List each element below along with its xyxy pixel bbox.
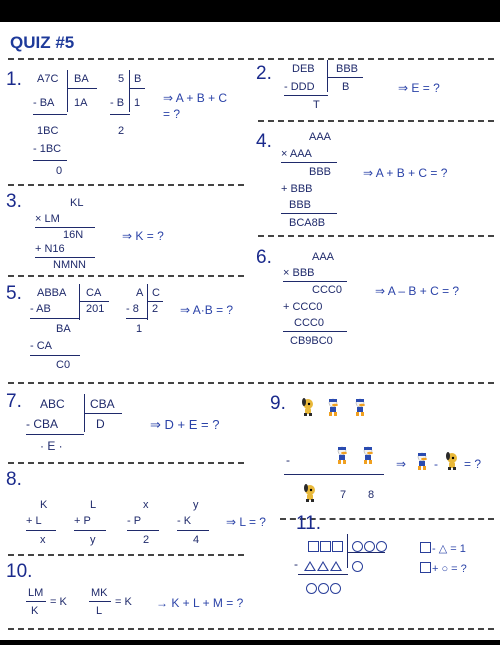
q7-number: 7. [6, 391, 22, 412]
q1a-line1 [33, 114, 67, 115]
q1b-dividend: 5 [118, 73, 125, 85]
q8-f4-line [177, 530, 209, 531]
q5a-dividend: ABBA [37, 287, 67, 299]
q9-minus: - [286, 453, 290, 467]
q11-condition1-text: - △ = 1 [432, 543, 466, 555]
q7-divisor-line [84, 413, 122, 414]
q9-line [284, 474, 384, 475]
q2-line [284, 95, 328, 96]
q7-remainder: · E · [40, 439, 63, 453]
q2-number: 2. [256, 63, 272, 84]
q9-digit1: 7 [340, 489, 347, 501]
quiz-paper [0, 22, 500, 640]
q6-row2: × BBB [283, 267, 315, 279]
q8-f4-result: 4 [193, 534, 200, 546]
q10-f1-denominator: K [31, 605, 39, 617]
q4-row6: BCA8B [289, 217, 326, 229]
q11-condition1 [420, 539, 466, 557]
q5a-subtrahend: - AB [30, 303, 51, 315]
q4-row4: + BBB [281, 183, 313, 195]
duck-character-icon [360, 446, 376, 464]
q1a-subtrahend: - BA [33, 97, 55, 109]
q5a-remainder1: BA [56, 323, 71, 335]
q9-arrow: ⇒ [396, 457, 407, 471]
q5a-subtrahend2: - CA [30, 340, 52, 352]
q5b-division-bar [147, 284, 148, 320]
q8-f2-line [74, 530, 106, 531]
q8-number: 8. [6, 469, 22, 490]
q4-line1 [281, 162, 337, 163]
q11-subtrahend-triangles [304, 557, 343, 575]
q11-minus: - [294, 557, 298, 571]
q6-row1: AAA [312, 251, 335, 263]
q6-line2 [283, 331, 347, 332]
quiz-title: QUIZ #5 [10, 33, 75, 52]
q2-divisor: BBB [336, 63, 359, 75]
q8-f1-result: x [40, 534, 46, 546]
q4-row3: BBB [309, 166, 332, 178]
q1a-remainder1: 1BC [37, 125, 59, 137]
q7-quotient: D [96, 417, 105, 431]
q6-line1 [283, 281, 347, 282]
q7-subtrahend: - CBA [26, 417, 59, 431]
q1a-division-bar [67, 70, 68, 112]
q9-number: 9. [270, 393, 286, 414]
q10-question: → K + L + M = ? [156, 596, 244, 610]
q5a-quotient: 201 [86, 303, 105, 315]
q1a-divisor: BA [74, 73, 89, 85]
q8-f2-result: y [90, 534, 96, 546]
q8-f4-bottom: - K [177, 515, 192, 527]
q9-digit2: 8 [368, 489, 375, 501]
q5b-divisor: C [152, 287, 160, 299]
duck-character-icon [414, 452, 430, 470]
duck-character-icon [352, 398, 368, 416]
q8-f1-line [26, 530, 56, 531]
q6-row3: CCC0 [312, 284, 342, 296]
q8-f2-top: L [90, 499, 97, 511]
circle-icon [352, 541, 363, 552]
circle-icon [352, 561, 363, 572]
q1b-remainder: 2 [118, 125, 125, 137]
divider-middle [8, 382, 494, 384]
q1b-subtrahend: - B [110, 97, 125, 109]
q6-row5: CCC0 [294, 317, 324, 329]
q5a-divisor-line [79, 301, 109, 302]
q3-question: ⇒ K = ? [122, 229, 164, 243]
q10-number: 10. [6, 561, 33, 582]
q1a-quotient: 1A [74, 97, 88, 109]
q10-f1-equals: = K [50, 596, 67, 608]
q3-row4: + N16 [35, 243, 65, 255]
divider-q1 [8, 184, 244, 186]
q3-row3: 16N [63, 229, 84, 241]
q2-dividend: DEB [292, 63, 315, 75]
duck-character-icon [334, 446, 350, 464]
q1a-divisor-line [67, 88, 97, 89]
divider-q7 [8, 462, 244, 464]
q6-row4: + CCC0 [283, 301, 323, 313]
circle-icon [330, 583, 341, 594]
q5b-remainder: 1 [136, 323, 143, 335]
q11-quotient-circle [352, 558, 364, 576]
q5b-subtrahend: - 8 [126, 303, 139, 315]
q2-remainder: T [313, 99, 320, 111]
q6-question: ⇒ A – B + C = ? [375, 284, 460, 298]
q5-question: ⇒ A·B = ? [180, 303, 234, 317]
q5a-remainder2: C0 [56, 359, 71, 371]
q10-f2-denominator: L [96, 605, 103, 617]
q11-division-bar [347, 534, 348, 568]
q2-subtrahend: - DDD [284, 81, 315, 93]
q4-row5: BBB [289, 199, 312, 211]
q1b-quotient: 1 [134, 97, 141, 109]
q5a-line2 [30, 355, 80, 356]
q4-question: ⇒ A + B + C = ? [363, 166, 448, 180]
q4-row1: AAA [309, 131, 332, 143]
q8-f2-bottom: + P [74, 515, 91, 527]
q11-divisor-circles [352, 538, 388, 556]
divider-q8 [8, 554, 244, 556]
q5b-dividend: A [136, 287, 144, 299]
dog-character-icon [300, 398, 316, 416]
q11-condition2 [420, 559, 467, 577]
q1a-dividend: A7C [37, 73, 59, 85]
q5a-line1 [30, 318, 80, 319]
q11-line [298, 574, 348, 575]
q7-dividend: ABC [40, 397, 65, 411]
q11-condition2-text: + ○ = ? [432, 563, 467, 575]
q11-divisor-line [347, 552, 385, 553]
q10-f1-bar [26, 601, 46, 602]
q11-dividend-boxes [308, 538, 344, 556]
square-icon [420, 542, 431, 553]
q10-f2-equals: = K [115, 596, 132, 608]
divider-q4 [258, 235, 494, 237]
triangle-icon [330, 561, 342, 571]
square-icon [320, 541, 331, 552]
q8-f3-line [127, 530, 159, 531]
q1-number: 1. [6, 69, 22, 90]
q1a-subtrahend2: - 1BC [33, 143, 62, 155]
q1a-line2 [33, 160, 67, 161]
q5-number: 5. [6, 283, 22, 304]
q6-row6: CB9BC0 [290, 335, 333, 347]
q8-question: ⇒ L = ? [226, 515, 266, 529]
q11-remainder-circles [306, 580, 342, 598]
divider-q3 [8, 275, 244, 277]
q5b-line [126, 318, 148, 319]
q3-number: 3. [6, 191, 22, 212]
q2-division-bar [327, 60, 328, 92]
divider-bottom [8, 628, 494, 630]
q1b-divisor: B [134, 73, 142, 85]
q5b-divisor-line [147, 301, 163, 302]
duck-character-icon [325, 398, 341, 416]
q2-question: ⇒ E = ? [398, 81, 440, 95]
q1-question-line2: = ? [163, 107, 181, 121]
divider-top [8, 58, 494, 60]
q9-ask-equals: = ? [464, 457, 482, 471]
q1b-line [110, 114, 130, 115]
q4-row2: × AAA [281, 148, 312, 160]
q3-row2: × LM [35, 213, 60, 225]
q4-number: 4. [256, 131, 272, 152]
circle-icon [306, 583, 317, 594]
triangle-icon [317, 561, 329, 571]
q5a-divisor: CA [86, 287, 102, 299]
circle-icon [364, 541, 375, 552]
q3-line2 [35, 257, 95, 258]
q1-question-line1: ⇒ A + B + C [163, 91, 228, 105]
dog-character-icon [302, 484, 318, 502]
q8-f3-top: x [143, 499, 149, 511]
q7-divisor: CBA [90, 397, 115, 411]
q11-number: 11. [296, 513, 322, 534]
q8-f3-bottom: - P [127, 515, 142, 527]
q3-row1: KL [70, 197, 84, 209]
circle-icon [318, 583, 329, 594]
q5a-division-bar [79, 284, 80, 320]
q1b-divisor-line [129, 88, 145, 89]
square-icon [308, 541, 319, 552]
triangle-icon [304, 561, 316, 571]
q6-number: 6. [256, 247, 272, 268]
q3-line1 [35, 227, 95, 228]
q10-f2-numerator: MK [91, 587, 108, 599]
q10-f1-numerator: LM [28, 587, 44, 599]
q3-row5: NMNN [53, 259, 86, 271]
q1a-remainder2: 0 [56, 165, 63, 177]
q9-ask-minus: - [434, 457, 438, 471]
q8-f1-top: K [40, 499, 48, 511]
q1b-division-bar [129, 70, 130, 112]
square-icon [420, 562, 431, 573]
q8-f4-top: y [193, 499, 199, 511]
q2-divisor-line [327, 77, 363, 78]
square-icon [332, 541, 343, 552]
q7-line [26, 434, 84, 435]
q7-question: ⇒ D + E = ? [150, 417, 220, 432]
q5b-quotient: 2 [152, 303, 159, 315]
q2-quotient: B [342, 81, 350, 93]
dog-character-icon [444, 452, 460, 470]
q10-f2-bar [89, 601, 111, 602]
q4-line2 [281, 213, 337, 214]
divider-q2 [258, 120, 494, 122]
circle-icon [376, 541, 387, 552]
q8-f1-bottom: + L [26, 515, 42, 527]
q8-f3-result: 2 [143, 534, 150, 546]
